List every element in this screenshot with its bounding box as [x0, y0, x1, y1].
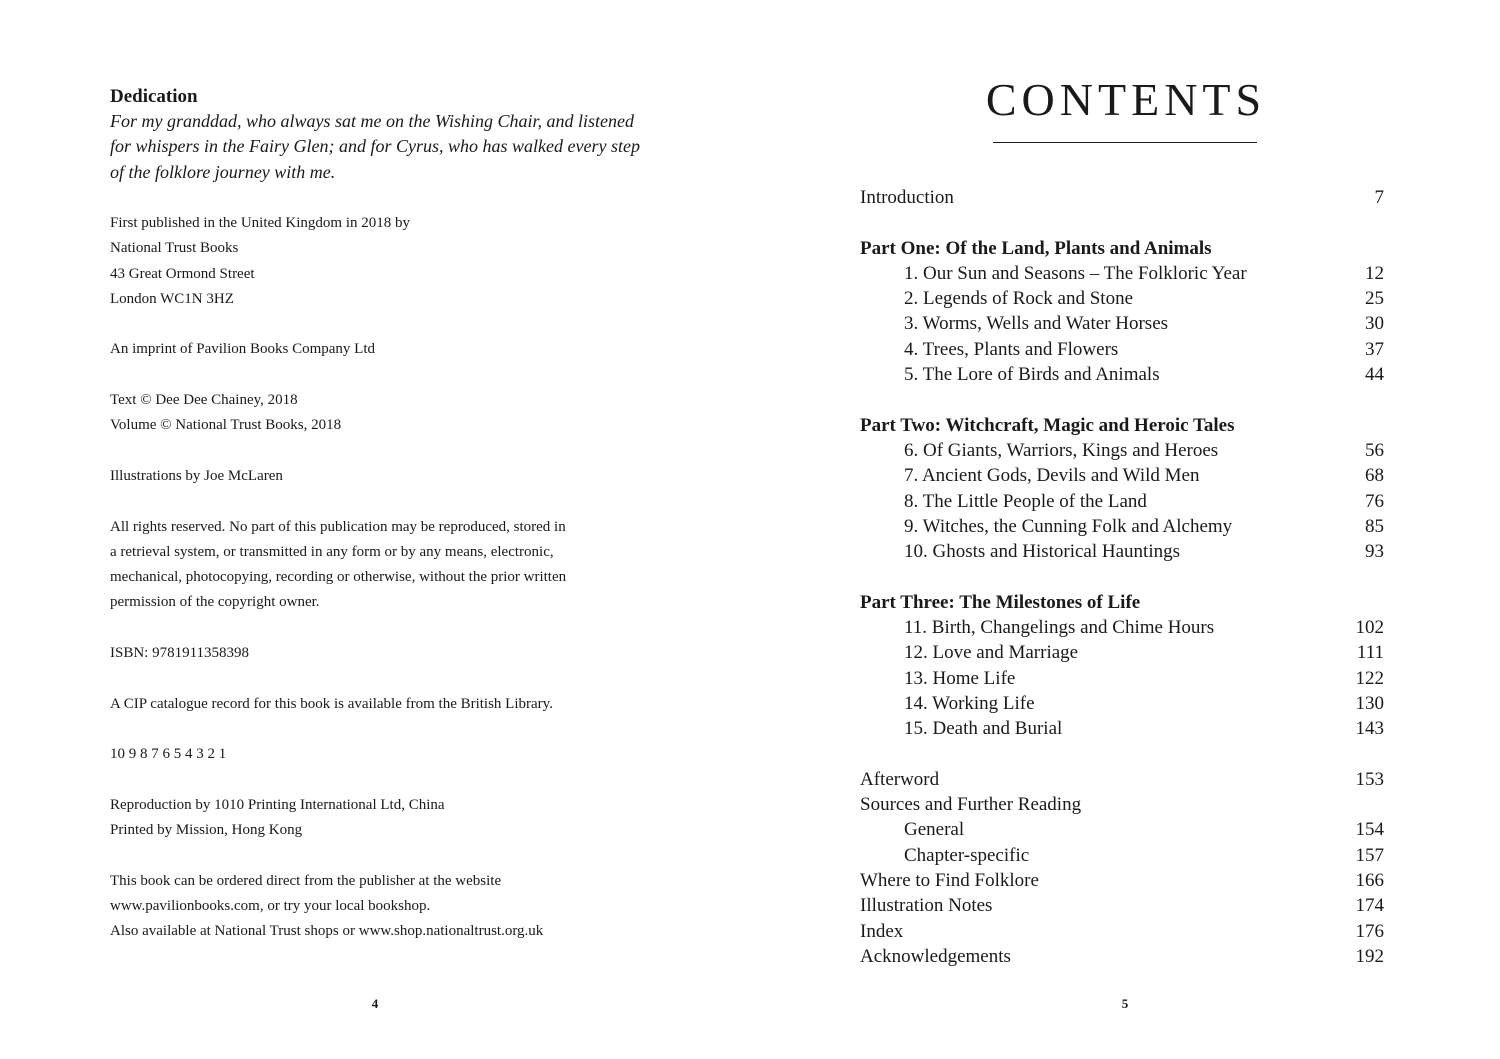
imprint-line: Reproduction by 1010 Printing International Ltd, China [110, 796, 445, 813]
toc-entry [860, 843, 1384, 868]
toc-spacer [860, 742, 1384, 767]
toc-entry-title: Part Two: Witchcraft, Magic and Heroic Tales [860, 414, 1235, 436]
right-page [750, 0, 1500, 1059]
toc-entry [860, 185, 1384, 210]
imprint-line: An imprint of Pavilion Books Company Ltd [110, 341, 375, 358]
imprint-line: Illustrations by Joe McLaren [110, 467, 283, 484]
imprint-line: Also available at National Trust shops or www.shop.nationaltrust.org.uk [110, 923, 544, 940]
dedication-heading: Dedication [110, 86, 198, 107]
toc-entry [860, 640, 1384, 665]
imprint-paragraph [110, 869, 670, 945]
title-rule [993, 142, 1257, 143]
toc-entry-page: 122 [1355, 667, 1384, 689]
toc-entry-page: 56 [1365, 439, 1384, 461]
toc-entry [860, 489, 1384, 514]
toc-entry-page: 174 [1355, 895, 1384, 917]
imprint-line: 43 Great Ormond Street [110, 265, 255, 282]
imprint-paragraph [110, 211, 670, 312]
imprint-paragraph [110, 793, 670, 844]
imprint-line: This book can be ordered direct from the publisher at the website [110, 872, 502, 889]
imprint-line: Volume © National Trust Books, 2018 [110, 417, 342, 434]
toc-entry-title: 13. Home Life [904, 667, 1016, 689]
toc-part-heading [860, 413, 1384, 438]
toc-entry-title: 12. Love and Marriage [904, 642, 1079, 664]
imprint-line: London WC1N 3HZ [110, 290, 234, 307]
toc-entry-title: 7. Ancient Gods, Devils and Wild Men [904, 465, 1200, 487]
toc-entry-title: 8. The Little People of the Land [904, 490, 1147, 512]
toc-entry-page: 68 [1365, 465, 1384, 487]
toc-entry [860, 666, 1384, 691]
dedication-text: For my granddad, who always sat me on the Wishing Chair, and listened for whispers in the Fairy Glen; and for Cyrus, who has walked every step of the folklore journey with me. [110, 111, 640, 182]
toc-spacer [860, 564, 1384, 589]
imprint-line: First published in the United Kingdom in 2018 by [110, 215, 410, 231]
toc-entry-page: 85 [1365, 515, 1384, 537]
imprint-line: permission of the copyright owner. [110, 594, 320, 611]
imprint-paragraph [110, 515, 670, 616]
toc-entry-title: Sources and Further Reading [860, 794, 1082, 816]
toc-entry [860, 944, 1384, 969]
imprint-line: A CIP catalogue record for this book is available from the British Library. [110, 695, 553, 712]
toc-entry-title: 5. The Lore of Birds and Animals [904, 364, 1160, 386]
toc-entry [860, 286, 1384, 311]
imprint-paragraph [110, 464, 670, 489]
toc-entry-title: Illustration Notes [860, 895, 993, 917]
toc-entry-title: 1. Our Sun and Seasons – The Folkloric Year [904, 262, 1247, 284]
imprint-paragraph [110, 742, 670, 767]
toc-entry [860, 767, 1384, 792]
imprint-line: 10 9 8 7 6 5 4 3 2 1 [110, 746, 227, 763]
imprint-paragraph [110, 337, 670, 362]
page-number-left: 4 [371, 996, 379, 1011]
imprint-block [110, 211, 670, 970]
toc-entry-title: 15. Death and Burial [904, 718, 1063, 740]
toc-entry-page: 12 [1365, 262, 1384, 284]
imprint-line: a retrieval system, or transmitted in any form or by any means, electronic, [110, 543, 554, 560]
toc-entry [860, 691, 1384, 716]
contents-title: CONTENTS [985, 74, 1267, 125]
toc-entry [860, 792, 1384, 817]
toc-spacer [860, 387, 1384, 412]
toc-entry-title: 2. Legends of Rock and Stone [904, 288, 1134, 310]
toc-entry [860, 615, 1384, 640]
toc-entry-title: Where to Find Folklore [860, 870, 1039, 892]
toc-entry [860, 337, 1384, 362]
toc-entry [860, 261, 1384, 286]
toc-spacer [860, 210, 1384, 235]
toc-entry-page: 166 [1355, 870, 1384, 892]
toc-entry-page: 153 [1355, 768, 1384, 790]
toc-entry-page: 37 [1365, 338, 1384, 360]
imprint-paragraph [110, 388, 670, 439]
toc-entry-title: 9. Witches, the Cunning Folk and Alchemy [904, 515, 1233, 537]
toc-entry-title: Part Three: The Milestones of Life [860, 591, 1141, 613]
imprint-line: All rights reserved. No part of this publication may be reproduced, stored in [110, 518, 566, 535]
toc-entry-page: 30 [1365, 313, 1384, 335]
toc-entry-title: Index [860, 920, 904, 942]
toc-entry [860, 539, 1384, 564]
page-number-right: 5 [1121, 996, 1129, 1011]
toc-entry-page: 76 [1365, 490, 1384, 512]
toc-entry [860, 919, 1384, 944]
toc-entry-page: 143 [1355, 718, 1384, 740]
toc-entry-title: 6. Of Giants, Warriors, Kings and Heroes [904, 439, 1219, 461]
toc-entry-title: 11. Birth, Changelings and Chime Hours [904, 617, 1215, 639]
imprint-paragraph [110, 692, 670, 717]
imprint-line: ISBN: 9781911358398 [110, 645, 250, 662]
toc-entry-title: Introduction [860, 187, 954, 208]
toc-entry-page: 154 [1355, 819, 1384, 841]
imprint-line: Text © Dee Dee Chainey, 2018 [110, 392, 298, 409]
toc-entry [860, 463, 1384, 488]
toc-entry-page: 157 [1355, 844, 1384, 866]
toc-entry [860, 817, 1384, 842]
imprint-line: National Trust Books [110, 240, 239, 257]
toc-entry [860, 514, 1384, 539]
toc-part-heading [860, 236, 1384, 261]
toc-entry-title: 14. Working Life [904, 692, 1035, 714]
toc-entry-title: 10. Ghosts and Historical Hauntings [904, 541, 1181, 563]
toc-entry [860, 868, 1384, 893]
table-of-contents [860, 185, 1384, 969]
toc-entry-page: 44 [1365, 364, 1384, 386]
toc-entry-page: 111 [1356, 642, 1384, 664]
toc-entry [860, 716, 1384, 741]
imprint-paragraph [110, 641, 670, 666]
toc-entry-page: 102 [1355, 617, 1384, 639]
toc-entry-title: 4. Trees, Plants and Flowers [904, 338, 1119, 360]
toc-entry [860, 893, 1384, 918]
toc-entry [860, 311, 1384, 336]
imprint-line: www.pavilionbooks.com, or try your local bookshop. [110, 898, 431, 915]
toc-entry-title: Acknowledgements [860, 945, 1011, 967]
toc-entry-page: 192 [1355, 945, 1384, 967]
imprint-line: Printed by Mission, Hong Kong [110, 822, 303, 839]
toc-entry [860, 438, 1384, 463]
toc-entry [860, 362, 1384, 387]
toc-entry-page: 7 [1374, 187, 1384, 208]
toc-entry-page: 25 [1365, 288, 1384, 310]
toc-entry-page: 93 [1365, 541, 1384, 563]
toc-entry-title: General [904, 819, 965, 841]
toc-part-heading [860, 590, 1384, 615]
toc-entry-page: 130 [1355, 692, 1384, 714]
toc-entry-title: Part One: Of the Land, Plants and Animals [860, 237, 1212, 259]
toc-entry-title: 3. Worms, Wells and Water Horses [904, 313, 1169, 335]
toc-entry-page: 176 [1355, 920, 1384, 942]
imprint-line: mechanical, photocopying, recording or otherwise, without the prior written [110, 569, 567, 586]
toc-entry-title: Afterword [860, 768, 940, 790]
toc-entry-title: Chapter-specific [904, 844, 1030, 866]
